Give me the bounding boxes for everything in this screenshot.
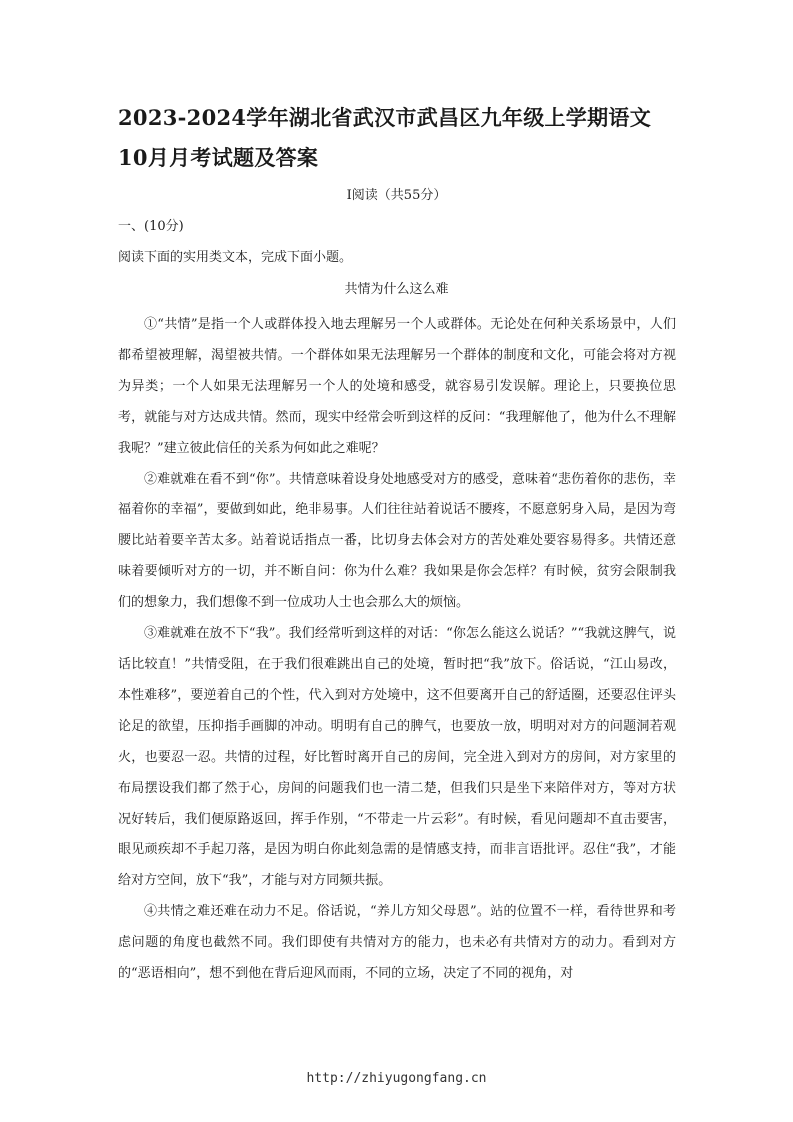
document-title: 2023-2024学年湖北省武汉市武昌区九年级上学期语文10月月考试题及答案 — [118, 105, 652, 170]
question-instruction: 阅读下面的实用类文本，完成下面小题。 — [118, 250, 353, 265]
section-heading: Ⅰ阅读（共55分） — [346, 188, 447, 203]
paragraph-4: ④共情之难还难在动力不足。俗话说，“养儿方知父母恩”。站的位置不一样，看待世界和考虑问题的角度也截然不同。我们即使有共情对方的能力，也未必有共情对方的动力。看到对方的“恶语相向”，想不到他在背后迎风而雨，不同的立场，决定了不同的视角，对 — [118, 904, 676, 982]
paragraph-2: ②难就难在看不到“你”。共情意味着设身处地感受对方的感受，意味着“悲伤着你的悲伤，幸福着你的幸福”，要做到如此，绝非易事。人们往往站着说话不腰疼，不愿意躬身入局，是因为弯腰比站着要辛苦太多。站着说话指点一番，比切身去体会对方的苦处难处要容易得多。共情还意味着要倾听对方的一切，并不断自问：你为什么难？我如果是你会怎样？有时候，贫穷会限制我们的想象力，我们想像不到一位成功人士也会那么大的烦恼。 — [118, 471, 676, 611]
question-heading: 一、(10分) — [118, 219, 184, 234]
article-title: 共情为什么这么难 — [344, 282, 449, 297]
paragraph-1: ①“共情”是指一个人或群体投入地去理解另一个人或群体。无论处在何种关系场景中，人们都希望被理解，渴望被共情。一个群体如果无法理解另一个群体的制度和文化，可能会将对方视为异类；一个人如果无法理解另一个人的处境和感受，就容易引发误解。理论上，只要换位思考，就能与对方达成共情。然而，现实中经常会听到这样的反问：“我理解他了，他为什么不理解我呢？”建立彼此信任的关系为何如此之难呢？ — [118, 317, 676, 456]
article-body — [118, 310, 676, 990]
paragraph-3: ③难就难在放不下“我”。我们经常听到这样的对话：“你怎么能这么说话？”“我就这脾气，说话比较直！”共情受阻，在于我们很难跳出自己的处境，暂时把“我”放下。俗话说，“江山易改，本性难移”，要逆着自己的个性，代入到对方处境中，这不但要离开自己的舒适圈，还要忍住评头论足的欲望，压抑指手画脚的冲动。明明有自己的脾气，也要放一放，明明对对方的问题洞若观火，也要忍一忍。共情的过程，好比暂时离开自己的房间，完全进入到对方的房间，对方家里的布局摆设我们都了然于心，房间的问题我们也一清二楚，但我们只是坐下来陪伴对方，等对方状况好转后，我们便原路返回，挥手作别，“不带走一片云彩”。有时候，看见问题却不直击要害，眼见顽疾却不手起刀落，是因为明白你此刻急需的是情感支持，而非言语批评。忍住“我”，才能给对方空间，放下“我”，才能与对方同频共振。 — [118, 626, 676, 889]
footer-url[interactable]: http://zhiyugongfang.cn — [306, 1071, 487, 1086]
